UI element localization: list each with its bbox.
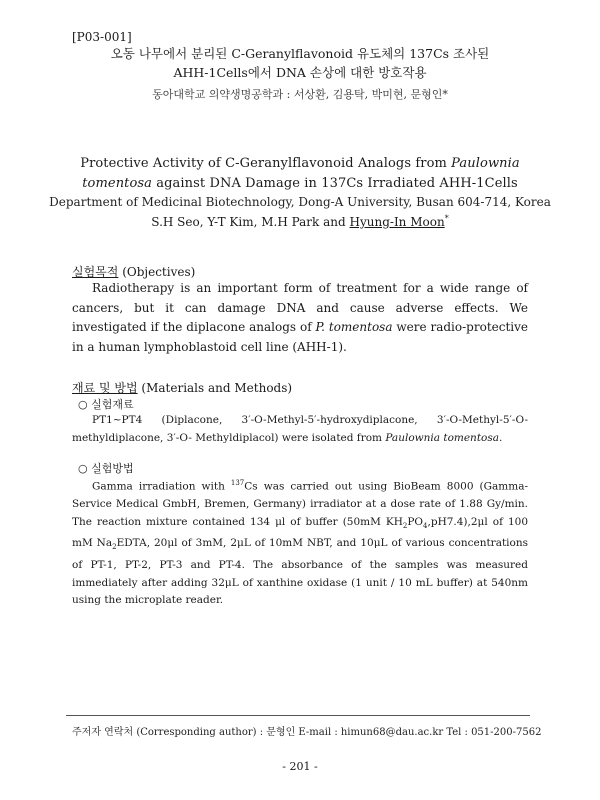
materials-text (72, 412, 528, 447)
method-subheading-label: 실험방법 (91, 462, 134, 475)
objectives-heading (72, 263, 195, 280)
authors (60, 214, 540, 229)
footnote-divider (66, 715, 530, 716)
methods-heading-en: (Materials and Methods) (137, 381, 293, 395)
objectives-text-part2: were radio-protective in a human lymphoblastoid cell line (AHH-1). (72, 320, 528, 354)
footnote: 주저자 연락처 (Corresponding author) : 문형인 E-mail : himun68@dau.ac.kr Tel : 051-200-7562 (72, 727, 542, 738)
corresponding-mark: * (444, 214, 449, 223)
method-text (72, 475, 528, 610)
english-title-part2: against DNA Damage in 137Cs Irradiated AHH-1Cells (152, 176, 518, 191)
method-sup: 137 (230, 479, 245, 487)
materials-subheading (78, 396, 134, 412)
materials-text-part1: PT1~PT4 (Diplacone, 3′-O-Methyl-5′-hydroxydiplacone, 3′-O-Methyl-5′-O-methyldiplacone, 3′-O- Methyldiplacol) were isolated from (72, 414, 528, 444)
english-affiliation: Department of Medicinal Biotechnology, Dong-A University, Busan 604-714, Korea (49, 195, 551, 209)
materials-subheading-label: 실험재료 (91, 398, 134, 411)
abstract-code: [P03-001] (72, 30, 132, 44)
method-text-part4: ,pH7.4),2μl of 100 mM Na (72, 515, 529, 550)
authors-plain: S.H Seo, Y-T Kim, M.H Park and (151, 215, 350, 229)
method-text-part2: Cs was carried out using BioBeam 8000 (Gamma-Service Medical GmbH, Bremen, Germany) irradiator at a dose rate of 1.88 Gy/min. The reaction mixture contained 134 μl of buffer (50mM KH (72, 480, 528, 528)
objectives-heading-en: (Objectives) (118, 265, 196, 279)
objectives-text-part1: Radiotherapy is an important form of treatment for a wide range of cancers, but it can damage DNA and cause adverse effects. We investigated if the diplacone analogs of (72, 281, 528, 334)
method-text-part1: Gamma irradiation with (92, 480, 231, 493)
bullet-circle-icon: ○ (78, 398, 88, 411)
materials-text-italic: Paulownia tomentosa. (385, 431, 503, 444)
objectives-heading-ko: 실험목적 (72, 265, 119, 279)
method-subheading (78, 460, 134, 476)
objectives-text (72, 279, 528, 357)
page-number: - 201 - (282, 760, 318, 773)
corresponding-author: Hyung-In Moon (349, 215, 445, 229)
method-text-part3: PO (407, 515, 424, 528)
method-sub2: 4 (423, 521, 428, 530)
method-text-part5: EDTA, 20μl of 3mM, 2μL of 10mM NBT, and 10μL of various concentrations of PT-1, PT-2, PT-3 and PT-4. The absorbance of the samples was measured immediately after adding 32μL of xanthine oxidase (1 unit / 10 mL buffer) at 540nm using the microplate reader. (72, 537, 529, 607)
english-title-genus: Paulownia (451, 156, 520, 171)
method-sub1: 2 (402, 521, 408, 530)
methods-heading-ko: 재료 및 방법 (72, 381, 138, 395)
korean-affiliation: 동아대학교 의약생명공학과 : 서상환, 김용탁, 박미현, 문형인* (152, 88, 448, 101)
bullet-circle-icon: ○ (78, 462, 88, 475)
korean-title-line1: 오동 나무에서 분리된 C-Geranylflavonoid 유도체의 137Cs 조사된 (110, 46, 490, 61)
english-title-species: tomentosa (82, 176, 153, 191)
objectives-text-italic: P. tomentosa (315, 320, 393, 334)
korean-title (60, 44, 540, 82)
method-sub3: 2 (112, 543, 117, 552)
korean-title-line2: AHH-1Cells에서 DNA 손상에 대한 방호작용 (173, 65, 427, 80)
english-title (60, 154, 540, 194)
methods-heading (72, 379, 292, 396)
english-title-part1: Protective Activity of C-Geranylflavonoid Analogs from (80, 156, 452, 171)
